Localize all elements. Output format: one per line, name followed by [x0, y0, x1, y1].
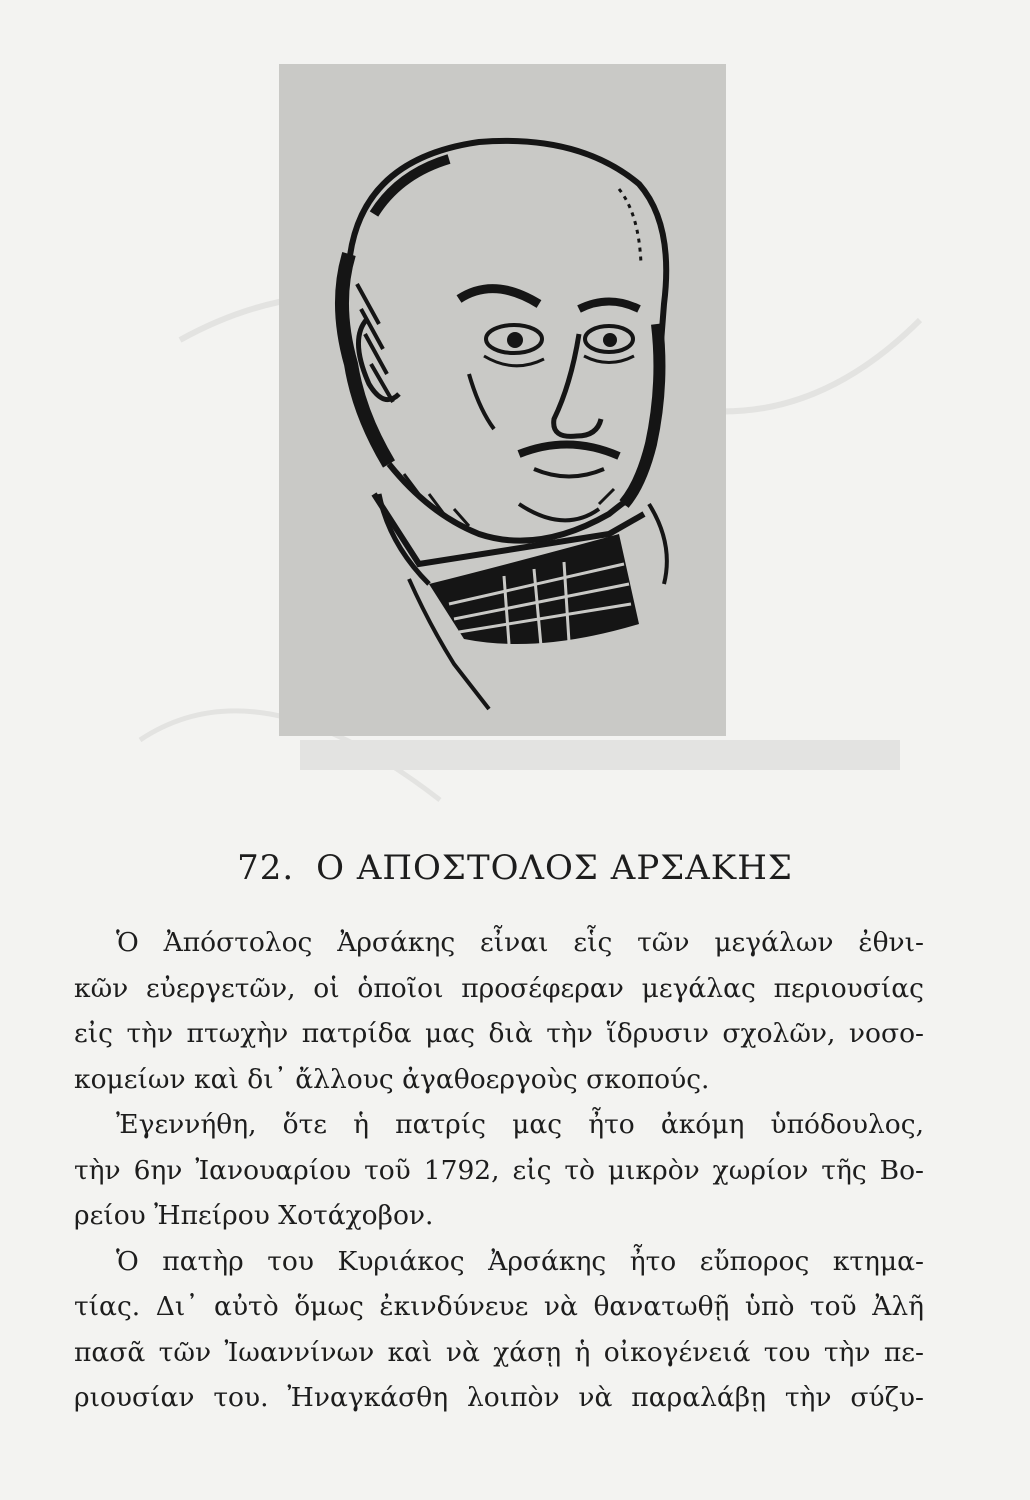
text-line: ρείου Ἠπείρου Χοτάχοβον. — [74, 1200, 434, 1231]
text-line: πασᾶ τῶν Ἰωαννίνων καὶ νὰ χάσῃ ἡ οἰκογένειά του τὴν πε- — [74, 1336, 924, 1368]
chapter-title: Ο ΑΠΟΣΤΟΛΟΣ ΑΡΣΑΚΗΣ — [316, 848, 793, 888]
text-line: Ὁ πατὴρ του Κυριάκος Ἀρσάκης ἦτο εὔπορος κτημα- — [116, 1245, 924, 1277]
text-line: ριουσίαν του. Ἠναγκάσθη λοιπὸν νὰ παραλάβῃ τὴν σύζυ- — [74, 1382, 924, 1413]
chapter-number: 72. — [237, 848, 295, 888]
text-line: Ἐγεννήθη, ὅτε ἡ πατρίς μας ἦτο ἀκόμη ὑπόδουλος, — [116, 1109, 924, 1140]
text-line: τίας. Δι᾽ αὐτὸ ὅμως ἐκινδύνευε νὰ θανατωθῇ ὑπὸ τοῦ Ἀλῆ — [74, 1291, 924, 1322]
text-line: κομείων καὶ δι᾽ ἄλλους ἀγαθοεργοὺς σκοπούς. — [74, 1063, 710, 1095]
portrait-drawing — [279, 64, 726, 736]
text-line: τὴν 6ην Ἰανουαρίου τοῦ 1792, εἰς τὸ μικρὸν χωρίον τῆς Βο- — [74, 1154, 924, 1186]
portrait-engraving — [279, 64, 726, 736]
body-text — [74, 920, 924, 1421]
text-line: Ὁ Ἀπόστολος Ἀρσάκης εἶναι εἷς τῶν μεγάλων ἐθνι- — [116, 927, 924, 958]
text-line: κῶν εὐεργετῶν, οἱ ὁποῖοι προσέφεραν μεγάλας περιουσίας — [74, 972, 924, 1004]
chapter-heading — [0, 848, 1030, 888]
text-line: εἰς τὴν πτωχὴν πατρίδα μας διὰ τὴν ἵδρυσιν σχολῶν, νοσο- — [74, 1018, 924, 1049]
